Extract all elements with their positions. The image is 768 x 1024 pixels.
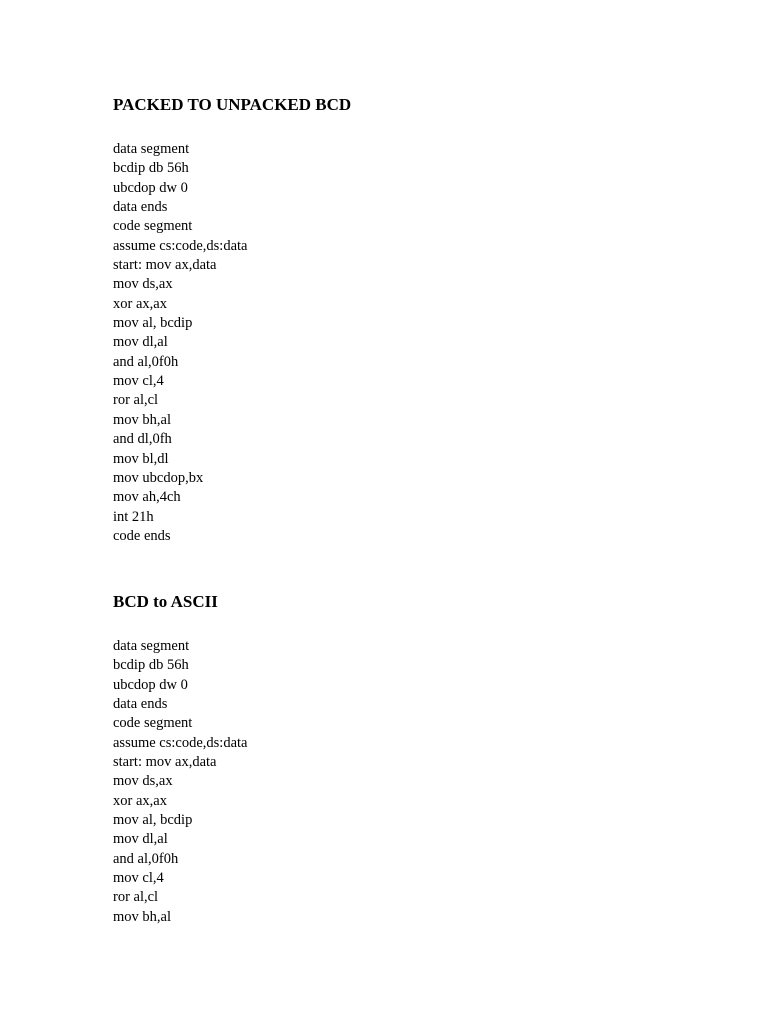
code-line: mov dl,al xyxy=(113,831,168,848)
code-line: xor ax,ax xyxy=(113,792,167,809)
code-line: and dl,0fh xyxy=(113,431,172,448)
code-line: code segment xyxy=(113,715,193,732)
code-line: ubcdop dw 0 xyxy=(113,676,188,693)
code-line: mov ah,4ch xyxy=(113,489,181,506)
code-line: and al,0f0h xyxy=(113,353,179,370)
section-heading: PACKED TO UNPACKED BCD xyxy=(113,95,352,114)
code-line: data segment xyxy=(113,141,190,157)
code-line: mov ubcdop,bx xyxy=(113,469,204,486)
code-line: mov ds,ax xyxy=(113,773,173,790)
code-line: bcdip db 56h xyxy=(113,160,189,177)
code-line: assume cs:code,ds:data xyxy=(113,237,248,254)
code-line: and al,0f0h xyxy=(113,850,179,867)
code-line: mov cl,4 xyxy=(113,870,164,887)
code-line: int 21h xyxy=(113,508,154,525)
code-line: mov al, bcdip xyxy=(113,812,193,829)
code-line: ror al,cl xyxy=(113,392,159,409)
code-line: code ends xyxy=(113,527,171,544)
code-line: xor ax,ax xyxy=(113,295,167,312)
code-line: code segment xyxy=(113,218,193,235)
code-line: data segment xyxy=(113,638,190,654)
code-line: mov al, bcdip xyxy=(113,315,193,332)
code-line: bcdip db 56h xyxy=(113,657,189,674)
code-line: start: mov ax,data xyxy=(113,754,217,771)
code-listing xyxy=(113,140,713,546)
code-line: start: mov ax,data xyxy=(113,257,217,274)
code-line: mov bl,dl xyxy=(113,450,169,467)
code-line: data ends xyxy=(113,199,168,216)
section-bcd-to-ascii xyxy=(113,592,713,927)
code-line: ror al,cl xyxy=(113,889,159,906)
code-line: mov bh,al xyxy=(113,908,171,925)
code-line: assume cs:code,ds:data xyxy=(113,734,248,751)
section-heading: BCD to ASCII xyxy=(113,592,218,611)
section-packed-to-unpacked-bcd xyxy=(113,95,713,546)
code-line: mov ds,ax xyxy=(113,276,173,293)
code-line: mov cl,4 xyxy=(113,373,164,390)
code-line: mov bh,al xyxy=(113,411,171,428)
code-listing xyxy=(113,637,713,927)
code-line: mov dl,al xyxy=(113,334,168,351)
code-line: ubcdop dw 0 xyxy=(113,179,188,196)
code-line: data ends xyxy=(113,696,168,713)
